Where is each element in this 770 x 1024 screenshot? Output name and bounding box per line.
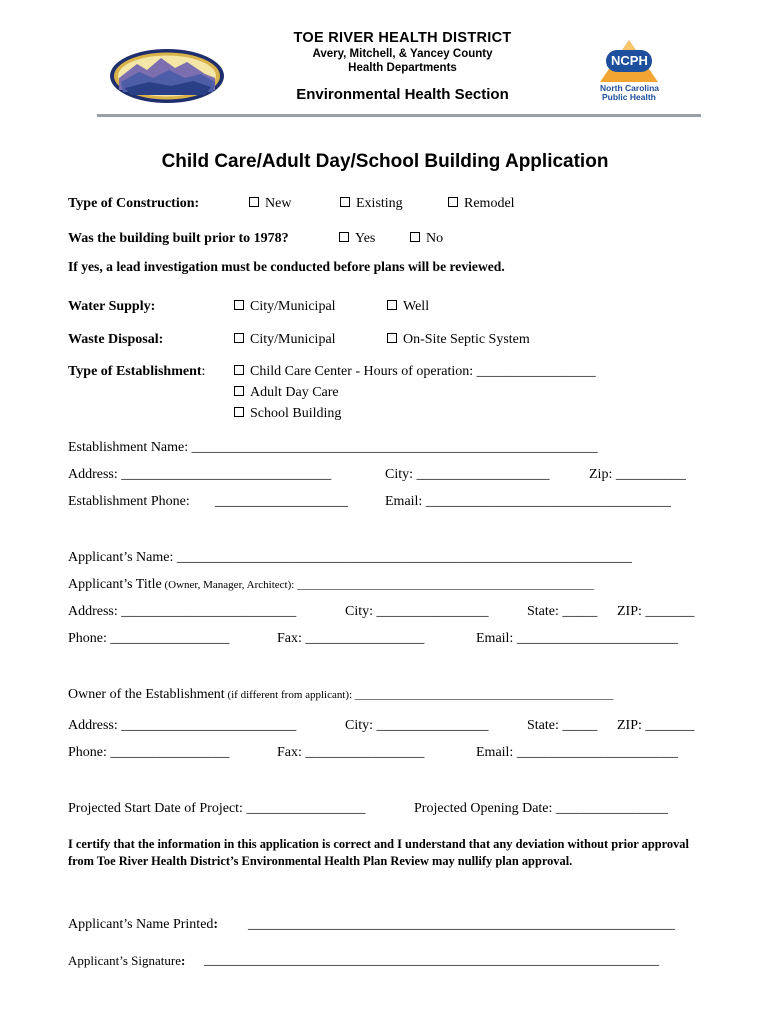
title-label: Applicant’s Title (68, 577, 162, 592)
printed-name-field[interactable]: _____________________________________________________________ (248, 917, 675, 932)
owner-state-field[interactable]: State: _____ (527, 718, 598, 733)
waste-label: Waste Disposal: (68, 332, 164, 347)
checkbox[interactable] (234, 386, 244, 396)
label-colon: : (181, 953, 186, 968)
establishment-address-field[interactable]: Address: ______________________________ (68, 467, 332, 482)
district-title: TOE RIVER HEALTH DISTRICT (293, 30, 512, 46)
built-prior-label: Was the building built prior to 1978? (68, 231, 289, 246)
option-water-well[interactable] (387, 299, 429, 315)
applicant-email-field[interactable]: Email: _______________________ (476, 631, 678, 646)
establishment-zip-field[interactable]: Zip: __________ (589, 467, 686, 482)
owner-city-field[interactable]: City: ________________ (345, 718, 489, 733)
applicant-fax-field[interactable]: Fax: _________________ (277, 631, 425, 646)
owner-zip-field[interactable]: ZIP: _______ (617, 718, 695, 733)
establishment-phone-field[interactable]: ___________________ (215, 494, 348, 509)
option-label: School Building (250, 406, 342, 421)
ncph-logo (598, 38, 660, 104)
applicant-city-field[interactable]: City: ________________ (345, 604, 489, 619)
departments-line: Health Departments (348, 62, 457, 74)
option-water-city[interactable] (234, 299, 336, 315)
start-date-field[interactable]: Projected Start Date of Project: _________________ (68, 801, 366, 816)
establishment-phone-label: Establishment Phone: (68, 494, 190, 509)
checkbox[interactable] (387, 333, 397, 343)
owner-label: Owner of the Establishment (68, 687, 225, 702)
printed-name-label (68, 917, 218, 933)
label-colon: : (201, 364, 206, 379)
option-label: Adult Day Care (250, 385, 339, 400)
option-label: New (265, 196, 292, 211)
applicant-title-field[interactable] (68, 577, 594, 593)
counties-line: Avery, Mitchell, & Yancey County (312, 48, 493, 60)
option-label: Remodel (464, 196, 515, 211)
label-text: Applicant’s Signature (68, 953, 182, 968)
construction-label: Type of Construction: (68, 196, 200, 211)
signature-label (68, 953, 185, 969)
ncph-caption-1: North Carolina (600, 83, 660, 93)
checkbox[interactable] (249, 197, 259, 207)
signature-field[interactable]: _________________________________________________________________ (204, 953, 659, 968)
establishment-name-field[interactable]: Establishment Name: __________________________________________________________ (68, 440, 598, 455)
establishment-city-field[interactable]: City: ___________________ (385, 467, 550, 482)
option-existing[interactable] (340, 196, 403, 212)
option-new[interactable] (249, 196, 291, 212)
label-text: Type of Establishment (68, 364, 202, 379)
owner-sublabel: (if different from applicant): _______________________________________________ (224, 689, 614, 701)
water-label: Water Supply: (68, 299, 156, 314)
option-label: Yes (355, 231, 376, 246)
section-title: Environmental Health Section (296, 86, 509, 103)
opening-date-field[interactable]: Projected Opening Date: ________________ (414, 801, 668, 816)
lead-note: If yes, a lead investigation must be conducted before plans will be reviewed. (68, 259, 505, 274)
checkbox[interactable] (234, 365, 244, 375)
option-label: Well (403, 299, 430, 314)
applicant-address-field[interactable]: Address: _________________________ (68, 604, 297, 619)
label-text: Applicant’s Name Printed (68, 917, 214, 932)
applicant-phone-field[interactable]: Phone: _________________ (68, 631, 230, 646)
option-school[interactable] (234, 406, 341, 422)
option-yes[interactable] (339, 231, 375, 247)
checkbox[interactable] (340, 197, 350, 207)
option-label: Child Care Center - Hours of operation: _________________ (250, 364, 596, 379)
option-waste-city[interactable] (234, 332, 336, 348)
establishment-type-label (68, 364, 205, 380)
option-label: Existing (356, 196, 403, 211)
applicant-zip-field[interactable]: ZIP: _______ (617, 604, 695, 619)
option-adult-day[interactable] (234, 385, 339, 401)
option-label: On-Site Septic System (403, 332, 530, 347)
option-label: City/Municipal (250, 299, 336, 314)
applicant-name-field[interactable]: Applicant’s Name: _________________________________________________________________ (68, 550, 632, 565)
label-colon: : (213, 917, 219, 932)
checkbox[interactable] (410, 232, 420, 242)
checkbox[interactable] (234, 300, 244, 310)
ncph-logo-text: NCPH (611, 53, 648, 68)
header-divider (97, 114, 701, 117)
owner-address-field[interactable]: Address: _________________________ (68, 718, 297, 733)
option-label: City/Municipal (250, 332, 336, 347)
certification-statement: I certify that the information in this application is correct and I understand that any deviation without prior approval from Toe River Health District’s Environmental Health Plan Review may nullify plan approval. (68, 837, 689, 868)
option-child-care[interactable] (234, 364, 596, 380)
owner-name-field[interactable] (68, 687, 613, 703)
owner-fax-field[interactable]: Fax: _________________ (277, 745, 425, 760)
checkbox[interactable] (234, 407, 244, 417)
establishment-email-field[interactable]: Email: ___________________________________ (385, 494, 671, 509)
checkbox[interactable] (448, 197, 458, 207)
checkbox[interactable] (339, 232, 349, 242)
option-label: No (426, 231, 444, 246)
option-waste-septic[interactable] (387, 332, 530, 348)
applicant-state-field[interactable]: State: _____ (527, 604, 598, 619)
form-title: Child Care/Adult Day/School Building Application (161, 151, 609, 172)
option-remodel[interactable] (448, 196, 515, 212)
ncph-caption-2: Public Health (602, 92, 656, 102)
checkbox[interactable] (387, 300, 397, 310)
title-sublabel: (Owner, Manager, Architect): ______________________________________________________ (161, 579, 595, 591)
owner-email-field[interactable]: Email: _______________________ (476, 745, 678, 760)
owner-phone-field[interactable]: Phone: _________________ (68, 745, 230, 760)
option-no[interactable] (410, 231, 443, 247)
checkbox[interactable] (234, 333, 244, 343)
